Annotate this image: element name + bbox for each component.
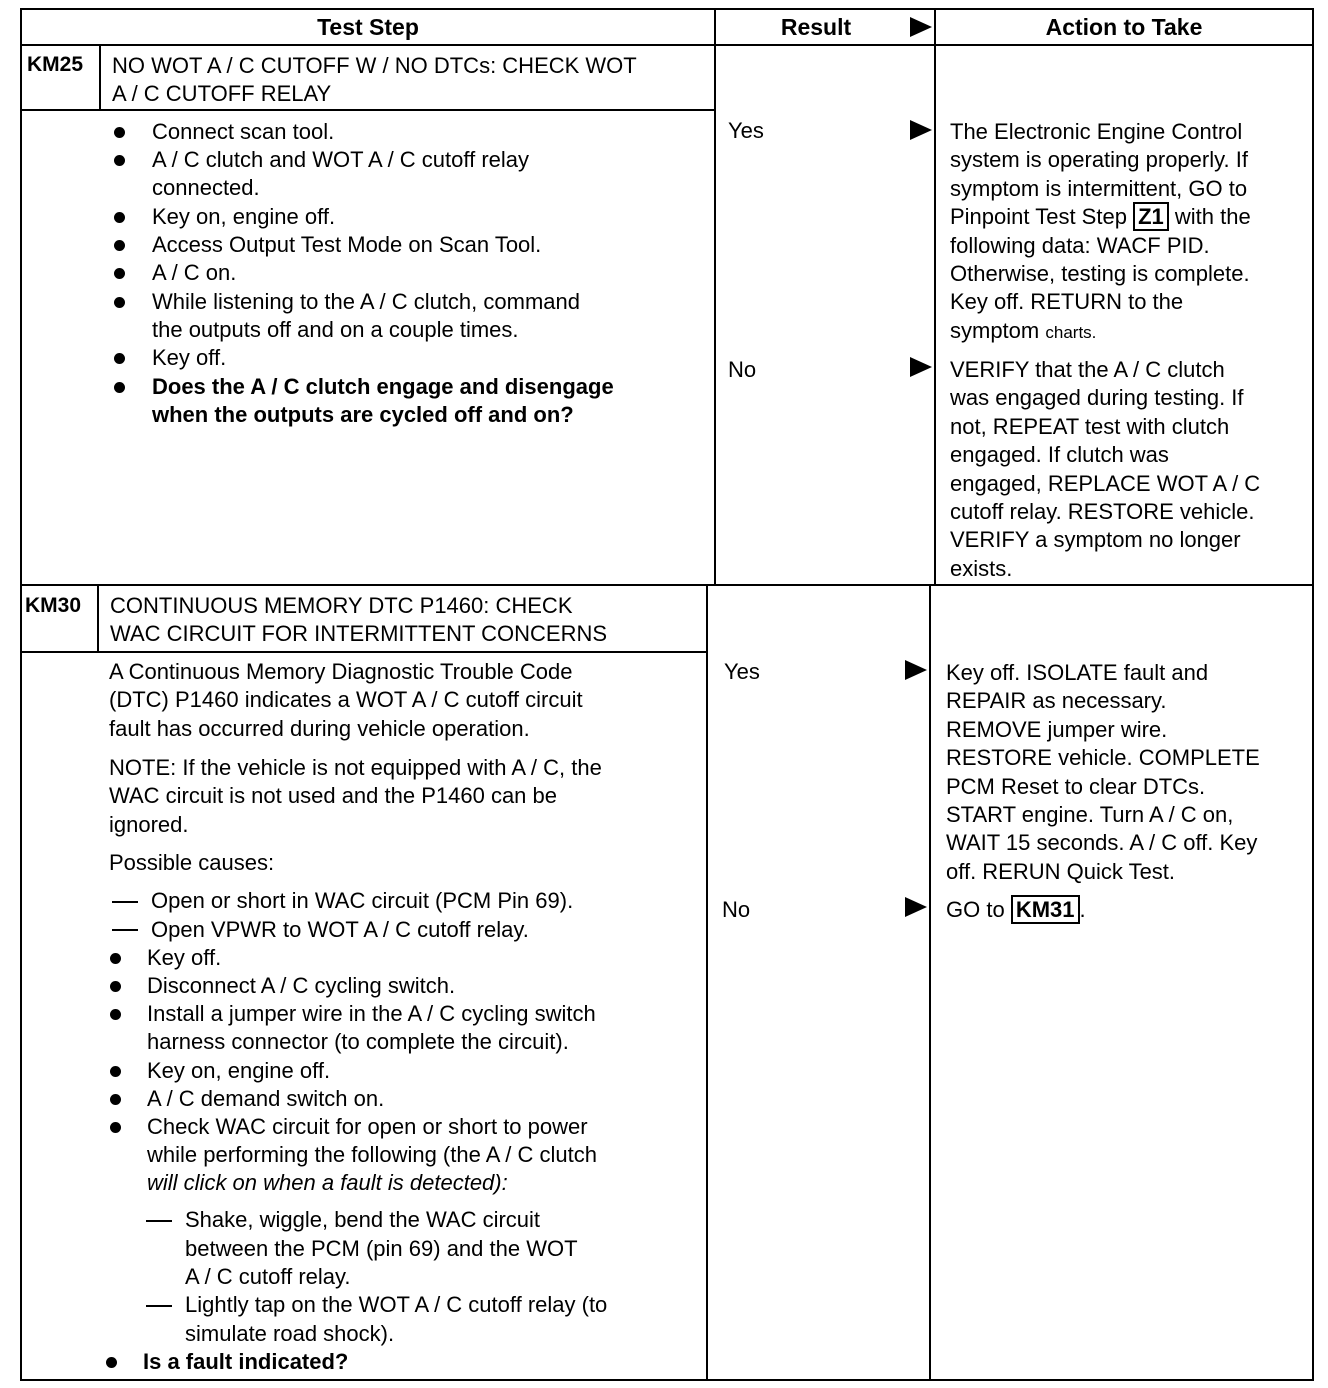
km30-step: A / C demand switch on. <box>147 1086 385 1111</box>
km30-yes-action: Key off. ISOLATE fault and REPAIR as necessary. REMOVE jumper wire. RESTORE vehicle. COMPLETE PCM Reset to clear DTCs. START engine. Turn A / C on, WAIT 15 seconds. A / C off. Key off. RERUN Quick Test. <box>946 660 1260 884</box>
km30-sub-cont: A / C cutoff relay. <box>185 1264 351 1289</box>
action-column-left-border <box>934 8 936 585</box>
km30-sub: Lightly tap on the WOT A / C cutoff relay (to <box>185 1292 608 1317</box>
km30-intro: A Continuous Memory Diagnostic Trouble Code (DTC) P1460 indicates a WOT A / C cutoff circuit fault has occurred during vehicle operation. <box>109 659 583 741</box>
header-arrow-icon <box>910 17 932 37</box>
bullet-icon <box>114 240 125 251</box>
table-left-border <box>20 8 22 1381</box>
km30-step-cont: harness connector (to complete the circuit). <box>147 1029 569 1054</box>
km25-question-cont: when the outputs are cycled off and on? <box>152 402 574 427</box>
km30-title-bottom <box>20 651 708 653</box>
km30-step: Disconnect A / C cycling switch. <box>147 973 456 998</box>
km25-step: Key off. <box>152 345 227 370</box>
km25-step: Key on, engine off. <box>152 204 336 229</box>
km25-no-arrow-icon <box>910 357 932 377</box>
dash-icon <box>146 1305 172 1307</box>
bullet-icon <box>110 1094 121 1105</box>
km25-code: KM25 <box>27 53 84 76</box>
header-result: Result <box>780 14 852 40</box>
table-bottom-border <box>20 1379 1314 1381</box>
km30-code-divider <box>97 585 99 652</box>
km30-yes-arrow-icon <box>905 660 927 680</box>
km25-row-bottom <box>20 584 1314 586</box>
km25-step: A / C on. <box>152 260 237 285</box>
header-bottom-border <box>20 44 1314 46</box>
bullet-icon <box>110 981 121 992</box>
result-column-left-border-lower <box>706 585 708 1381</box>
km25-yes-arrow-icon <box>910 120 932 140</box>
bullet-icon <box>110 1122 121 1133</box>
km25-result-no: No <box>728 357 757 382</box>
km30-note: NOTE: If the vehicle is not equipped with A / C, the WAC circuit is not used and the P1460 can be ignored. <box>109 755 602 837</box>
bullet-icon <box>114 353 125 364</box>
km30-cause: Open or short in WAC circuit (PCM Pin 69). <box>151 888 574 913</box>
km30-title: CONTINUOUS MEMORY DTC P1460: CHECK WAC CIRCUIT FOR INTERMITTENT CONCERNS <box>110 593 608 646</box>
dash-icon <box>112 929 138 931</box>
km30-code: KM30 <box>25 594 82 617</box>
bullet-icon <box>114 212 125 223</box>
km25-title-bottom <box>20 109 716 111</box>
km25-step: Connect scan tool. <box>152 119 335 144</box>
km30-step: Key on, engine off. <box>147 1058 331 1083</box>
bullet-icon <box>114 127 125 138</box>
km30-no-action: GO to KM31 . <box>946 897 1086 922</box>
km30-step: Key off. <box>147 945 222 970</box>
bullet-icon <box>114 268 125 279</box>
km25-step: Access Output Test Mode on Scan Tool. <box>152 232 542 257</box>
bullet-icon <box>114 297 125 308</box>
km30-step-cont: while performing the following (the A / C clutch <box>147 1142 598 1167</box>
km30-cause: Open VPWR to WOT A / C cutoff relay. <box>151 917 529 942</box>
action-column-left-border-lower <box>929 585 931 1381</box>
km25-code-divider <box>99 44 101 110</box>
header-test-step: Test Step <box>317 14 419 40</box>
km25-step-cont: the outputs off and on a couple times. <box>152 317 519 342</box>
ref-km31: KM31 <box>1011 895 1080 924</box>
km30-step: Install a jumper wire in the A / C cycling switch <box>147 1001 596 1026</box>
km30-step: Check WAC circuit for open or short to power <box>147 1114 588 1139</box>
km30-sub-cont: between the PCM (pin 69) and the WOT <box>185 1236 578 1261</box>
km30-result-yes: Yes <box>724 659 760 684</box>
km25-title: NO WOT A / C CUTOFF W / NO DTCs: CHECK WOT A / C CUTOFF RELAY <box>112 53 637 106</box>
km30-sub-cont: simulate road shock). <box>185 1321 395 1346</box>
km25-step: A / C clutch and WOT A / C cutoff relay <box>152 147 530 172</box>
bullet-icon <box>110 1066 121 1077</box>
ref-z1: Z1 <box>1133 202 1169 231</box>
table-right-border <box>1312 8 1314 1381</box>
km25-yes-action: The Electronic Engine Control system is operating properly. If symptom is intermittent, GO to Pinpoint Test Step Z1 with the following data: WACF PID. Otherwise, testing is complete. Key off. RETURN to the symptom charts. <box>950 119 1251 343</box>
bullet-icon <box>114 155 125 166</box>
km25-step: While listening to the A / C clutch, command <box>152 289 580 314</box>
header-action: Action to Take <box>1045 14 1203 40</box>
bullet-icon <box>110 953 121 964</box>
km25-no-action: VERIFY that the A / C clutch was engaged during testing. If not, REPEAT test with clutch engaged. If clutch was engaged, REPLACE WOT A / C cutoff relay. RESTORE vehicle. VERIFY a symptom no longer exists. <box>950 357 1261 581</box>
km30-causes-label: Possible causes: <box>109 850 275 875</box>
km25-result-yes: Yes <box>728 118 764 143</box>
km30-sub: Shake, wiggle, bend the WAC circuit <box>185 1207 541 1232</box>
km30-no-arrow-icon <box>905 897 927 917</box>
km25-step-cont: connected. <box>152 175 260 200</box>
dash-icon <box>146 1220 172 1222</box>
km30-question: Is a fault indicated? <box>143 1349 349 1374</box>
result-column-left-border <box>714 8 716 585</box>
bullet-icon <box>106 1357 117 1368</box>
bullet-icon <box>110 1009 121 1020</box>
bullet-icon <box>114 382 125 393</box>
km30-result-no: No <box>722 897 751 922</box>
dash-icon <box>112 901 138 903</box>
km25-question: Does the A / C clutch engage and disengage <box>152 374 614 399</box>
km30-step-cont: will click on when a fault is detected): <box>147 1170 508 1195</box>
